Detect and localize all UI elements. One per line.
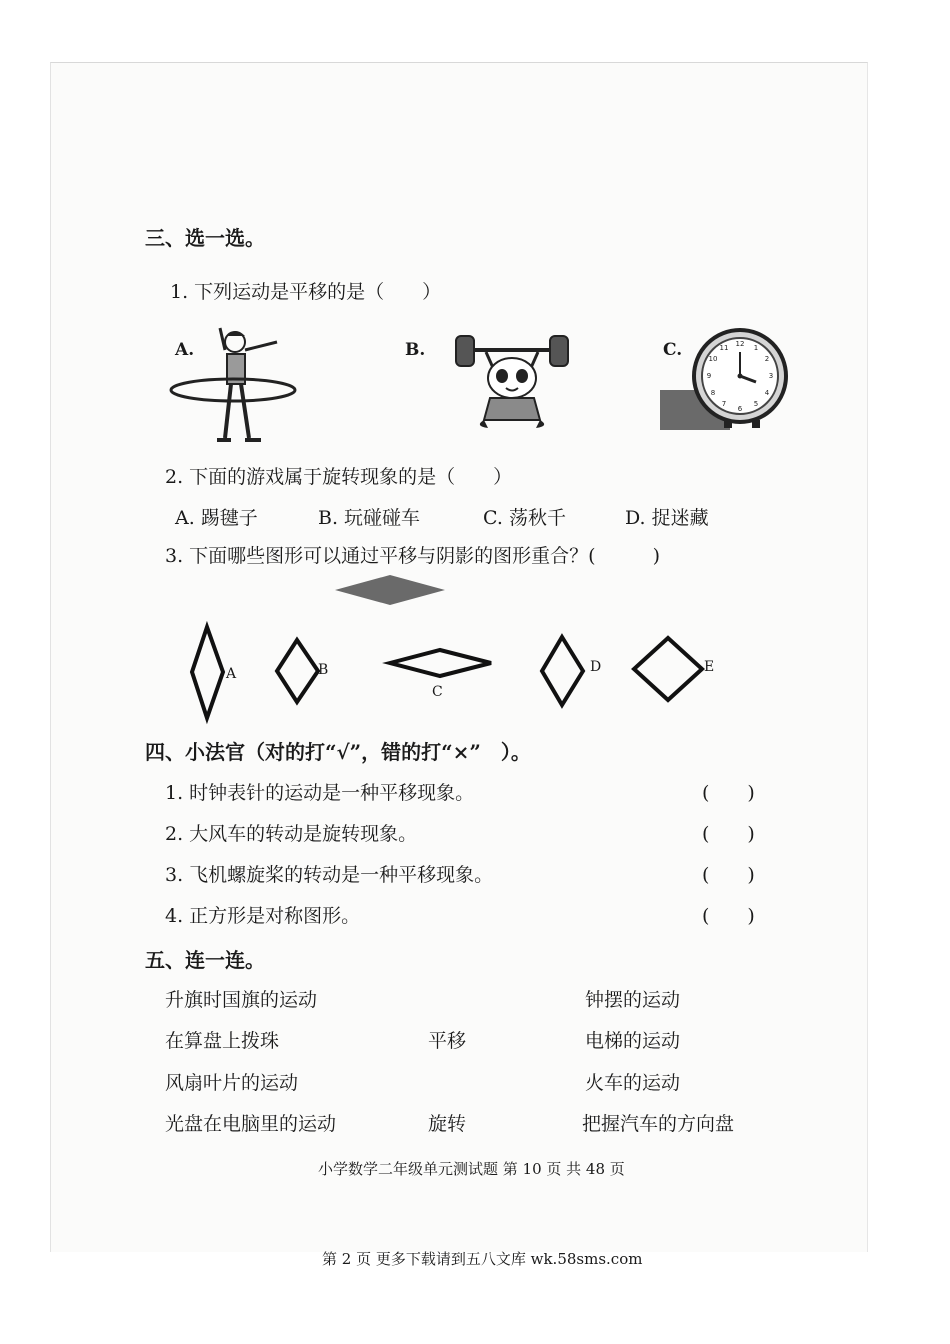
match-left-1[interactable]: 升旗时国旗的运动 — [165, 989, 318, 1011]
match-middle-translation[interactable]: 平移 — [428, 1030, 467, 1052]
judge-item-3: 3. 飞机螺旋桨的转动是一种平移现象。 — [165, 864, 494, 886]
match-right-2[interactable]: 电梯的运动 — [585, 1030, 681, 1052]
judge-item-4: 4. 正方形是对称图形。 — [165, 905, 361, 927]
q2-option-d: D. 捉迷藏 — [625, 507, 709, 529]
svg-text:8: 8 — [710, 389, 716, 397]
q1-option-a-label: A. — [175, 340, 195, 360]
alarm-clock-icon — [660, 318, 790, 433]
section5-title: 五、连一连。 — [145, 948, 265, 972]
svg-text:3: 3 — [768, 372, 774, 380]
svg-text:10: 10 — [708, 355, 718, 363]
bottom-note: 第 2 页 更多下载请到五八文库 wk.58sms.com — [322, 1250, 643, 1268]
shape-a-label: A — [226, 666, 237, 682]
section3-title: 三、选一选。 — [145, 226, 265, 250]
judge-blank-1[interactable]: ( ) — [702, 782, 755, 804]
shape-d-label: D — [590, 659, 602, 675]
shape-c — [388, 648, 493, 678]
match-middle-rotation[interactable]: 旋转 — [428, 1113, 467, 1135]
q2-option-a: A. 踢毽子 — [175, 507, 258, 529]
q3-text: 3. 下面哪些图形可以通过平移与阴影的图形重合？( ) — [165, 545, 660, 567]
judge-item-1: 1. 时钟表针的运动是一种平移现象。 — [165, 782, 475, 804]
judge-blank-2[interactable]: ( ) — [702, 823, 755, 845]
q1-option-c-label: C. — [663, 340, 683, 360]
match-left-2[interactable]: 在算盘上拨珠 — [165, 1030, 280, 1052]
match-right-1[interactable]: 钟摆的运动 — [585, 989, 681, 1011]
shape-b-label: B — [318, 662, 329, 678]
q1-text: 1. 下列运动是平移的是（ ） — [170, 281, 442, 303]
shape-d — [540, 635, 585, 707]
svg-text:1: 1 — [753, 344, 759, 352]
match-right-4[interactable]: 把握汽车的方向盘 — [582, 1113, 735, 1135]
hula-hoop-girl-icon — [165, 320, 295, 450]
q2-text: 2. 下面的游戏属于旋转现象的是（ ） — [165, 466, 513, 488]
svg-text:12: 12 — [735, 340, 745, 348]
svg-text:5: 5 — [753, 400, 759, 408]
svg-text:2: 2 — [764, 355, 770, 363]
match-left-4[interactable]: 光盘在电脑里的运动 — [165, 1113, 337, 1135]
svg-text:7: 7 — [721, 400, 727, 408]
shape-a — [190, 625, 225, 720]
shape-e — [632, 636, 704, 702]
shaded-rhombus — [335, 575, 445, 605]
q1-option-b-label: B. — [405, 340, 426, 360]
page-footer: 小学数学二年级单元测试题 第 10 页 共 48 页 — [318, 1160, 625, 1178]
svg-text:6: 6 — [737, 405, 743, 413]
judge-blank-3[interactable]: ( ) — [702, 864, 755, 886]
q2-option-b: B. 玩碰碰车 — [318, 507, 421, 529]
judge-blank-4[interactable]: ( ) — [702, 905, 755, 927]
shape-c-label: C — [432, 684, 443, 700]
shape-b — [275, 638, 320, 704]
match-right-3[interactable]: 火车的运动 — [585, 1072, 681, 1094]
shape-e-label: E — [704, 659, 715, 675]
judge-item-2: 2. 大风车的转动是旋转现象。 — [165, 823, 418, 845]
match-left-3[interactable]: 风扇叶片的运动 — [165, 1072, 299, 1094]
svg-text:11: 11 — [719, 344, 729, 352]
q2-option-c: C. 荡秋千 — [483, 507, 566, 529]
svg-text:9: 9 — [706, 372, 712, 380]
weightlifter-icon — [450, 330, 575, 435]
svg-text:4: 4 — [764, 389, 770, 397]
section4-title: 四、小法官（对的打“√”，错的打“×” ）。 — [145, 740, 531, 764]
